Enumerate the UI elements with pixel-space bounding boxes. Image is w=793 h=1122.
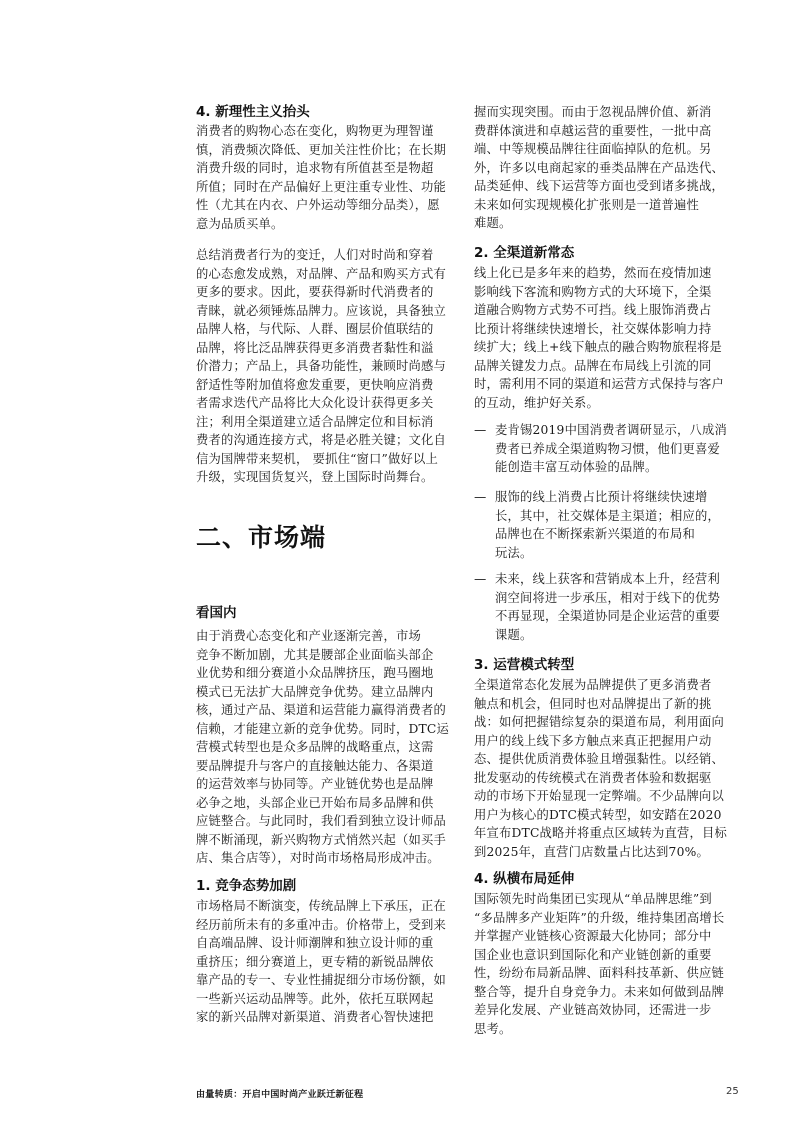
bullet-text: 麦肯锡2019中国消费者调研显示，八成消 费者已养成全渠道购物习惯，他们更喜爱 能创造丰富互动体验的品牌。	[495, 423, 728, 474]
section-title-new-rationalism: 4. 新理性主义抬头	[196, 104, 310, 120]
paragraph-layout-extension: 国际领先时尚集团已实现从“单品牌思维”到 “多品牌多产业矩阵”的升级，维持集团高增长 并掌握产业链核心资源最大化协同；部分中 国企业也意识到国际化和产业链创新的重要 性，纷纷布局新品牌、面料科技革新、供应链 整合等，提升自身竞争力。未来如何做到品牌 差异化发展、产业链高效协同，还需进一步 思考。	[474, 892, 725, 1036]
dash-bullet-icon: —	[474, 423, 487, 437]
paragraph-competition: 市场格局不断演变，传统品牌上下承压，正在 经历前所未有的多重冲击。价格带上，受到来 自高端品牌、设计师潮牌和独立设计师的重 重挤压；细分赛道上，更专精的新锐品牌依 靠产品的专一、专业性捕捉细分市场份额，如 一些新兴运动品牌等。此外，依托互联网起 家的新兴品牌对新渠道、消费者心智快速把	[196, 899, 446, 1024]
section-title-operating-model: 3. 运营模式转型	[474, 657, 575, 673]
section-title-omnichannel: 2. 全渠道新常态	[474, 245, 575, 261]
dash-bullet-icon: —	[474, 490, 487, 504]
paragraph-summary: 总结消费者行为的变迁，人们对时尚和穿着 的心态愈发成熟，对品牌、产品和购买方式有 更多的要求。因此，要获得新时代消费者的 青睐，就必须锤炼品牌力。应该说，具备独立 品牌人格，与代际、人群、圈层价值联结的 品牌，将比泛品牌获得更多消费者黏性和溢 价潜力；产品上，具备功能性，兼顾时尚感与 舒适性等附加值将愈发重要，更快响应消费 者需求迭代产品将比大众化设计获得更多关 注；利用全渠道建立适合品牌定位和目标消 费者的沟通连接方式，将是必胜关键；文化自 信为国牌带来契机， 要抓住“窗口”做好以上 升级，实现国货复兴，登上国际时尚舞台。	[196, 248, 446, 484]
section-title-competition: 1. 竞争态势加剧	[196, 878, 297, 894]
bullet-text: 服饰的线上消费占比预计将继续快速增 长，其中，社交媒体是主渠道；相应的， 品牌也在不断探索新兴渠道的布局和 玩法。	[495, 490, 720, 560]
section-title-domestic: 看国内	[196, 605, 237, 621]
paragraph-competition-continued: 握而实现突围。而由于忽视品牌价值、新消 费群体演进和卓越运营的重要性，一批中高 端、中等规模品牌往往面临掉队的危机。另 外，许多以电商起家的垂类品牌在产品迭代、 品类延伸、线下运营等方面也受到诸多挑战， 未来如何实现规模化扩张则是一道普遍性 难题。	[474, 105, 724, 230]
bullet-text: 未来，线上获客和营销成本上升，经营利 润空间将进一步承压，相对于线下的优势 不再显现，全渠道协同是企业运营的重要 课题。	[495, 572, 720, 642]
paragraph-new-rationalism: 消费者的购物心态在变化，购物更为理智谨 慎，消费频次降低、更加关注性价比；在长期 消费升级的同时，追求物有所值甚至是物超 所值；同时在产品偏好上更注重专业性、功能 性（尤其在内衣、户外运动等细分品类），愿 意为品质买单。	[196, 124, 446, 231]
page-number: 25	[726, 1086, 739, 1097]
paragraph-domestic: 由于消费心态变化和产业逐渐完善，市场 竞争不断加剧，尤其是腰部企业面临头部企 业优势和细分赛道小众品牌挤压，跑马圈地 模式已无法扩大品牌竞争优势。建立品牌内 核，通过产品、渠道和运营能力赢得消费者的 信赖，才能建立新的竞争优势。同时，DTC运 营模式转型也是众多品牌的战略重点，这需 要品牌提升与客户的直接触达能力、各渠道 的运营效率与协同等。产业链优势也是品牌 必争之地，头部企业已开始布局多品牌和供 应链整合。与此同时，我们看到独立设计师品 牌不断涌现，新兴购物方式悄然兴起（如买手 店、集合店等），对时尚市场格局形成冲击。	[196, 629, 450, 865]
section-title-layout-extension: 4. 纵横布局延伸	[474, 871, 575, 887]
paragraph-operating-model: 全渠道常态化发展为品牌提供了更多消费者 触点和机会，但同时也对品牌提出了新的挑 战：如何把握错综复杂的渠道布局，利用面向 用户的线上线下多方触点来真正把握用户动 态、提供优质消费体验且增强黏性。以经销、 批发驱动的传统模式在消费者体验和数据驱 动的市场下开始显现一定弊端。不少品牌向以 用户为核心的DTC模式转型，如安踏在2020 年宣布DTC战略并将重点区域转为直营，目标 到2025年，直营门店数量占比达到70%。	[474, 678, 728, 859]
chapter-title-market: 二、市场端	[196, 523, 327, 552]
paragraph-omnichannel: 线上化已是多年来的趋势，然而在疫情加速 影响线下客流和购物方式的大环境下，全渠 道融合购物方式势不可挡。线上服饰消费占 比预计将继续快速增长，社交媒体影响力持 续扩大；线上+线下触点的融合购物旅程将是 品牌关键发力点。品牌在布局线上引流的同 时，需利用不同的渠道和运营方式保持与客户 的互动，维护好关系。	[474, 266, 724, 410]
footer-report-title: 由量转质：开启中国时尚产业跃迁新征程	[196, 1090, 364, 1100]
dash-bullet-icon: —	[474, 572, 487, 586]
